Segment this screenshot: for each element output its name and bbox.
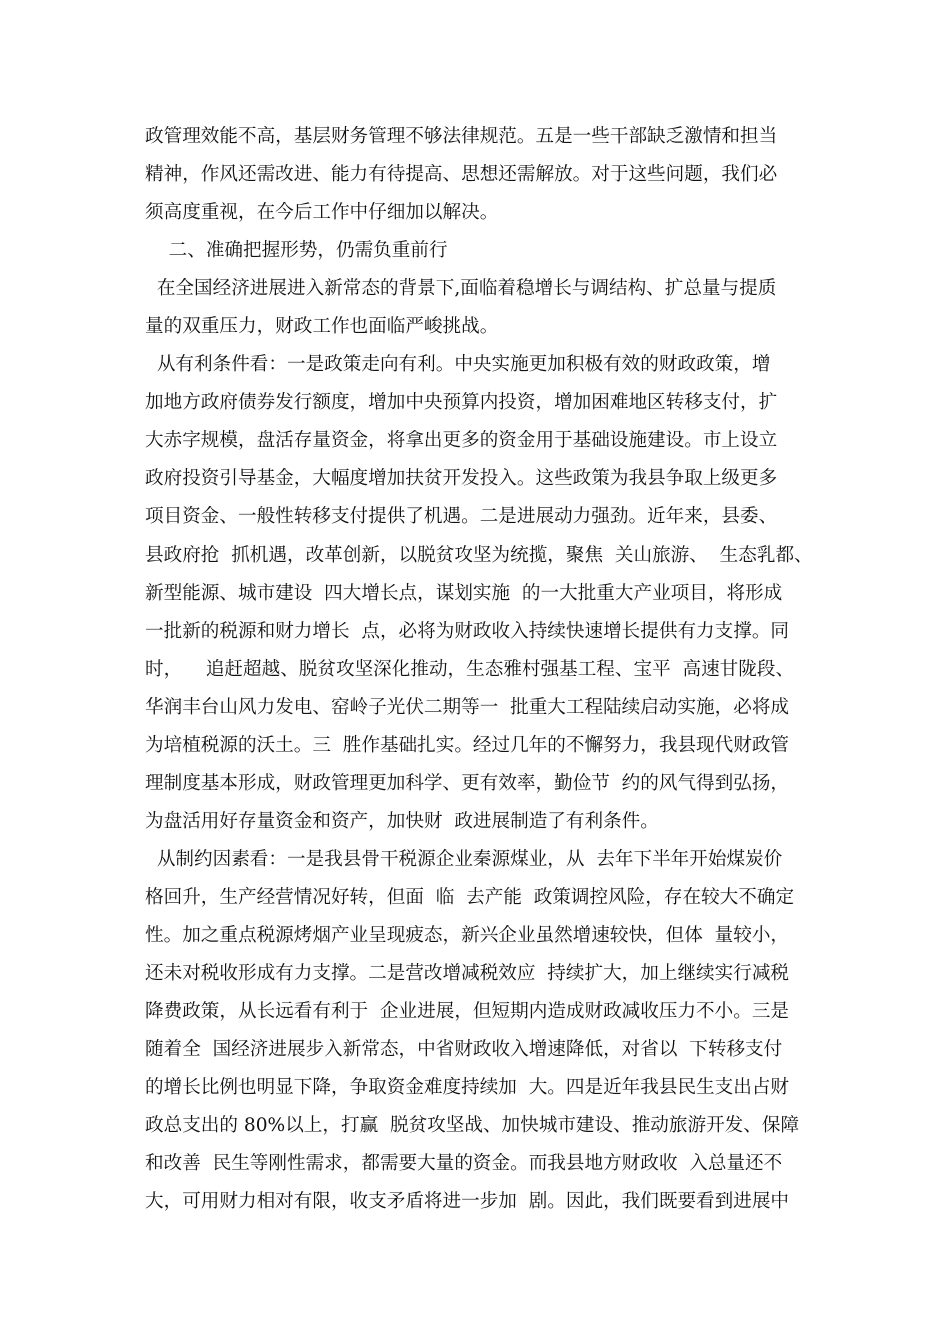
text-line: 加地方政府债券发行额度，增加中央预算内投资，增加困难地区转移支付，扩 (145, 392, 778, 414)
section-heading: 二、准确把握形势，仍需负重前行 (145, 240, 448, 262)
text-line: 在全国经济进展进入新常态的背景下,面临着稳增长与调结构、扩总量与提质 (145, 278, 777, 300)
text-line: 政管理效能不高，基层财务管理不够法律规范。五是一些干部缺乏激情和担当 (145, 126, 778, 147)
text-line: 性。加之重点税源烤烟产业呈现疲态，新兴企业虽然增速较快，但体 量较小， (145, 924, 790, 946)
text-line: 降费政策，从长远看有利于 企业进展，但短期内造成财政减收压力不小。三是 (145, 1001, 790, 1023)
body-text (145, 118, 825, 1221)
text-line: 精神，作风还需改进、能力有待提高、思想还需解放。对于这些问题，我们必 (145, 164, 778, 186)
text-line: 和改善 民生等刚性需求，都需要大量的资金。而我县地方财政收 入总量还不 (145, 1153, 783, 1175)
text-line: 须高度重视，在今后工作中仔细加以解决。 (145, 202, 499, 224)
text-line: 理制度基本形成，财政管理更加科学、更有效率，勤俭节 约的风气得到弘扬， (145, 772, 790, 794)
text-line: 为盘活用好存量资金和资产，加快财 政进展制造了有利条件。 (145, 810, 659, 832)
text-line: 大赤字规模，盘活存量资金，将拿出更多的资金用于基础设施建设。市上设立 (145, 430, 778, 452)
text-line: 从有利条件看：一是政策走向有利。中央实施更加积极有效的财政政策，增 (145, 354, 771, 376)
text-line: 华润丰台山风力发电、窑岭子光伏二期等一 批重大工程陆续启动实施，必将成 (145, 696, 790, 718)
text-line: 随着全 国经济进展步入新常态，中省财政收入增速降低，对省以 下转移支付 (145, 1039, 783, 1061)
text-line: 大，可用财力相对有限，收支矛盾将进一步加 剧。因此，我们既要看到进展中 (145, 1191, 790, 1213)
text-line: 时， 追赶超越、脱贫攻坚深化推动，生态雅村强基工程、宝平 高速甘陇段、 (145, 658, 795, 680)
text-line: 格回升，生产经营情况好转，但面 临 去产能 政策调控风险，存在较大不确定 (145, 886, 795, 908)
text-line: 量的双重压力，财政工作也面临严峻挑战。 (145, 316, 499, 338)
text-line: 的增长比例也明显下降，争取资金难度持续加 大。四是近年我县民生支出占财 (145, 1077, 790, 1099)
text-line: 新型能源、城市建设 四大增长点，谋划实施 的一大批重大产业项目，将形成 (145, 582, 783, 604)
text-line: 县政府抢 抓机遇，改革创新，以脱贫攻坚为统揽，聚焦 关山旅游、 生态乳都、 (145, 544, 813, 566)
text-line: 政府投资引导基金，大幅度增加扶贫开发投入。这些政策为我县争取上级更多 (145, 468, 778, 490)
text-line: 为培植税源的沃土。三 胜作基础扎实。经过几年的不懈努力，我县现代财政管 (145, 734, 790, 756)
text-line: 项目资金、一般性转移支付提供了机遇。二是进展动力强劲。近年来，县委、 (145, 506, 778, 528)
text-line: 政总支出的 80%以上，打赢 脱贫攻坚战、加快城市建设、推动旅游开发、保障 (145, 1115, 800, 1137)
text-line: 一批新的税源和财力增长 点，必将为财政收入持续快速增长提供有力支撑。同 (145, 620, 790, 642)
text-line: 从制约因素看：一是我县骨干税源企业秦源煤业，从 去年下半年开始煤炭价 (145, 848, 783, 870)
text-line: 还未对税收形成有力支撑。二是营改增减税效应 持续扩大，加上继续实行减税 (145, 963, 790, 985)
